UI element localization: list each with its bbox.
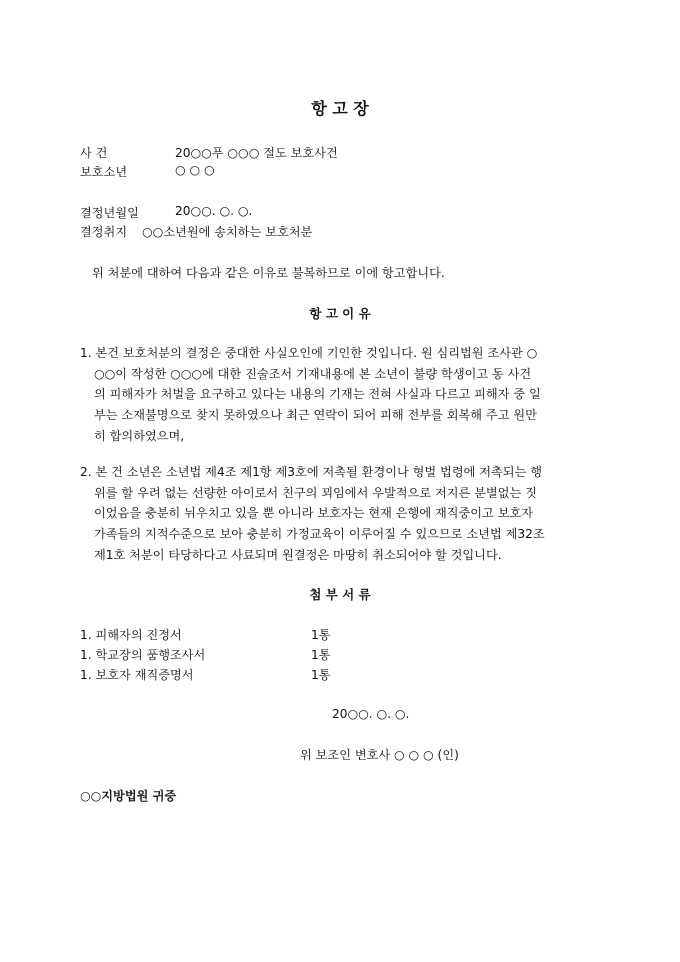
decision-date-value: 20○○. ○. ○. xyxy=(175,204,253,218)
document-title: 항 고 장 xyxy=(311,99,369,118)
reason-2-line: 가족들의 지적수준으로 보아 충분히 가정교육이 이루어질 수 있으므로 소년법 제32조 xyxy=(94,527,545,542)
attachment-count: 1통 xyxy=(311,648,331,662)
decision-date-label: 결정년월일 xyxy=(80,206,139,220)
attachment-count: 1통 xyxy=(311,628,331,642)
reason-1-line: 부는 소재불명으로 찾지 못하였으나 최근 연락이 되어 피해 전부를 회복해 주고 원만 xyxy=(94,408,537,423)
reason-1 xyxy=(80,343,600,447)
reason-2-line: 위를 할 우려 없는 선량한 아이로서 친구의 꾀임에서 우발적으로 저지른 분별없는 짓 xyxy=(94,485,537,500)
case-label: 사 건 xyxy=(80,146,108,160)
attachment-count: 1통 xyxy=(311,668,331,682)
filing-date: 20○○. ○. ○. xyxy=(332,707,410,721)
decision-purpose-value: ○○소년원에 송치하는 보호처분 xyxy=(142,225,313,239)
attachment-name: 1. 보호자 재직증명서 xyxy=(80,668,194,682)
juvenile-value: ○ ○ ○ xyxy=(175,163,215,177)
reason-1-line: ○○이 작성한 ○○○에 대한 진술조서 기재내용에 본 소년이 불량 학생이고 동 사건 xyxy=(94,366,532,381)
juvenile-label: 보호소년 xyxy=(80,165,128,179)
reason-1-line: 의 피해자가 처벌을 요구하고 있다는 내용의 기재는 전혀 사실과 다르고 피해자 중 일 xyxy=(94,387,541,402)
signature-line: 위 보조인 변호사 ○ ○ ○ (인) xyxy=(300,748,459,762)
reason-2-line: 2. 본 건 소년은 소년법 제4조 제1항 제3호에 저촉될 환경이나 형벌 법령에 저촉되는 행 xyxy=(80,465,542,479)
reason-1-line: 히 합의하였으며, xyxy=(94,428,185,443)
attachment-name: 1. 학교장의 품행조사서 xyxy=(80,648,206,662)
intro-text: 위 처분에 대하여 다음과 같은 이유로 불복하므로 이에 항고합니다. xyxy=(92,266,445,280)
reason-1-line: 1. 본건 보호처분의 결정은 중대한 사실오인에 기인한 것입니다. 원 심리법원 조사관 ○ xyxy=(80,346,538,360)
reason-2-line: 제1호 처분이 타당하다고 사료되며 원결정은 마땅히 취소되어야 할 것입니다. xyxy=(94,547,502,562)
reasons-heading: 항 고 이 유 xyxy=(309,306,371,321)
reason-2 xyxy=(80,462,600,566)
attachments-heading: 첨 부 서 류 xyxy=(309,587,371,602)
decision-purpose-label: 결정취지 xyxy=(80,225,128,239)
reason-2-line: 이었음을 충분히 뉘우치고 있을 뿐 아니라 보호자는 현재 은행에 재직중이고 보호자 xyxy=(94,506,534,521)
addressee: ○○지방법원 귀중 xyxy=(80,789,177,803)
case-value: 20○○푸 ○○○ 절도 보호사건 xyxy=(175,146,338,160)
attachment-name: 1. 피해자의 진정서 xyxy=(80,628,182,642)
